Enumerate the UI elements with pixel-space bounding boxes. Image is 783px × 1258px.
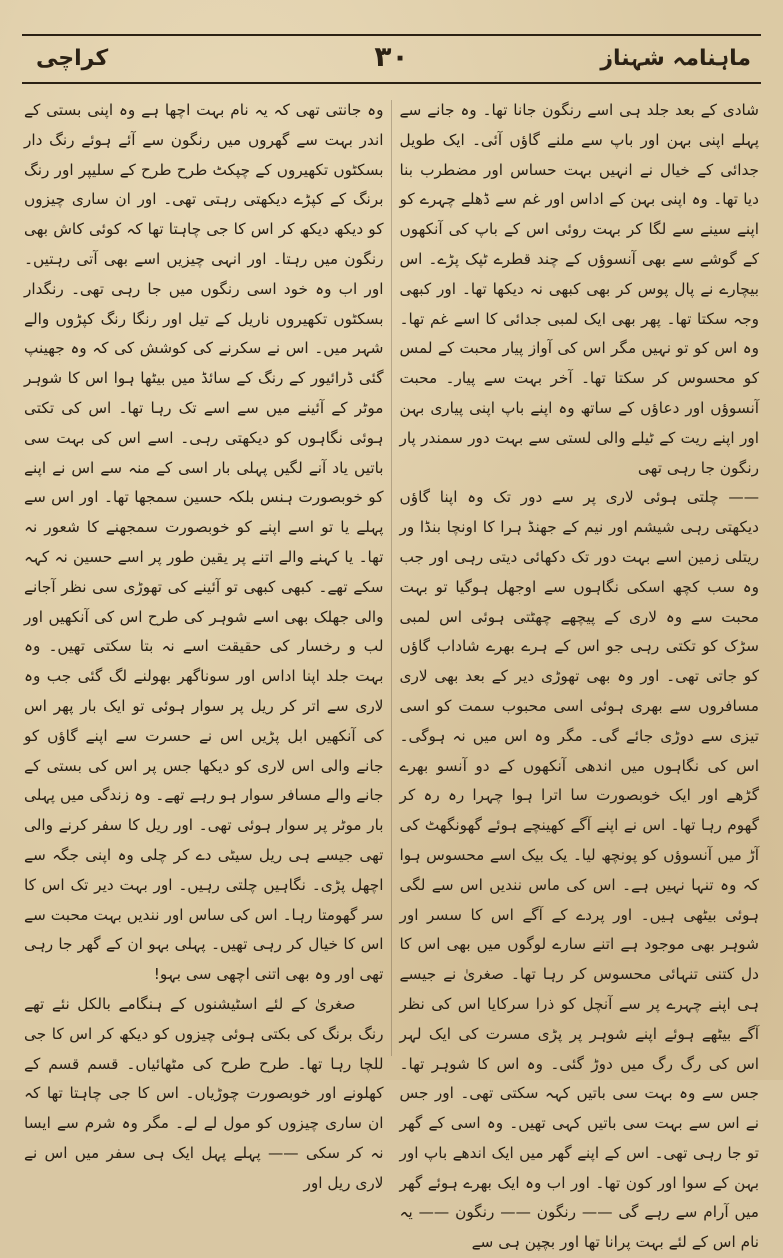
right-column-paragraph: شادی کے بعد جلد ہی اسے رنگون جانا تھا۔ وہ جانے سے پہلے اپنی بہن اور باپ سے ملنے گاؤں آئی۔ ایک طویل جدائی کے خیال نے انہیں بہت حساس اور مضطرب بنا دیا تھا۔ وہ اپنی بہن کے اداس اور غم سے ڈھلے چہرے کو اپنے سینے سے لگا کر بہت روئی اس کے باپ کی آنکھوں کے گوشے سے بھی آنسوؤں کے چند قطرے ٹپک پڑے۔ اس بیچارے نے پال پوس کر بھی کبھی نہ دیکھا تھا۔ اور کبھی وجہ سکتا تھا۔ پھر بھی ایک لمبی جدائی کا اسے غم تھا۔ وہ اس کو تو نہیں مگر اس کی آواز پیار محبت کے لمس کو محسوس کر سکتا تھا۔ آخر بہت سے پیار۔ محبت آنسوؤں اور دعاؤں کے ساتھ وہ اپنے باپ اپنی پیاری بہن اور اپنے ریت کے ٹیلے والی لستی سے بہت دور سمندر پار رنگون جا رہی تھی [399,101,759,477]
header-rule [22,82,761,84]
left-column [24,96,384,1192]
left-column-paragraph: صغریٰ کے لئے اسٹیشنوں کے ہنگامے بالکل نئے تھے رنگ برنگ کی بکتی ہوئی چیزوں کو دیکھ کر اس کا جی للچا رہا تھا۔ طرح طرح کی مٹھائیاں۔ قسم قسم کے کھلونے اور خوبصورت چوڑیاں۔ اس کا جی چاہتا تھا کہ ان ساری چیزوں کو مول لے لے۔ مگر وہ شرم سے ایسا نہ کر سکی —— پہلے پہل ایک ہی سفر میں اس نے لاری ریل اور [24,994,384,1192]
right-column-paragraph: —— چلتی ہوئی لاری پر سے دور تک وہ اپنا گاؤں دیکھتی رہی شیشم اور نیم کے جھنڈ ہرا کا اونچا بنڈا ور ریتلی زمین اسے بہت دور تک دکھائی دیتی رہی اور جب وہ سب کچھ اسکی نگاہوں سے اوجھل ہوگیا تو بہت محبت سے وہ لاری کے پیچھے چھٹتی ہوئی اس لمبی سڑک کو تکتی رہی جو اس کے ہرے بھرے شاداب گاؤں کو جاتی تھی۔ اور وہ بھی تھوڑی دیر کے بعد بھی لاری مسافروں سے بھری ہوئی اسی محبوب سمت کو اسی تیزی سے دوڑی جائے گی۔ مگر وہ اس میں نہ ہوگی۔ اس کی نگاہوں میں اندھی آنکھوں کے دو آنسو بھرے گڑھے اور ایک خوبصورت سا اترا ہوا چہرا رہ رہ کر گھوم رہا تھا۔ اس نے اپنے آگے کھینچے ہوئے گھونگھٹ کی آڑ میں آنسوؤں کو پونچھ لیا۔ یک بیک اسے محسوس ہوا کہ وہ تنہا نہیں ہے۔ اس کی ماس نندیں اس سے لگی ہوئی بیٹھی ہیں۔ اور پردے کے آگے اس کا سسر اور شوہر بھی موجود ہے اتنے سارے لوگوں میں بھی اس کا دل کتنی تنہائی محسوس کر رہا تھا۔ صغریٰ نے جیسے ہی اپنے چہرے پر سے آنچل کو ذرا سرکایا اس کی نظر آگے بیٹھے ہوئے اپنے شوہر پر پڑی مسرت کی ایک لہر اس کی رگ رگ میں دوڑ گئی۔ وہ اس کا شوہر تھا۔ جس سے وہ بہت سی باتیں کہہ سکتی تھی۔ اور جس نے اس سے بہت سی باتیں کہی تھیں۔ وہ اسی کے گھر تو جا رہی تھی۔ اس کے اپنے گھر میں ایک اندھے باپ اور بہن کے سوا اور کون تھا۔ اور اب وہ ایک بھرے ہوئے گھر میں آرام سے رہے گی —— رنگون —— رنگون —— یہ نام اس کے لئے بہت پرانا تھا اور بچپن ہی سے [399,488,759,1252]
city-name: کراچی [36,46,109,71]
page-number: ۳۰ [374,40,409,73]
right-column [399,96,760,1252]
magazine-name: ماہنامہ شہناز [600,46,751,71]
left-column-paragraph: وہ جانتی تھی کہ یہ نام بہت اچھا ہے وہ اپنی بستی کے اندر بہت سے گھروں میں رنگون سے آئے ہوئے رنگ دار بسکٹوں تکھیروں کے چپکٹ طرح طرح کے سلیپر اور رنگ برنگ کے کپڑے دیکھتی رہتی تھی۔ اور ان ساری چیزوں کو دیکھ دیکھ کر اس کا جی چاہتا تھا کہ کوئی کاش بھی رنگون میں رہتا۔ اور انہی چیزیں اسے بھی آتی رہتیں۔ اور اب وہ خود اسی رنگوں میں جا رہی تھی۔ رنگدار بسکٹوں تکھیروں ناریل کے تیل اور رنگا رنگ کپڑوں والے شہر میں۔ اس نے سکرنے کی کوشش کی کہ وہ جھینپ گئی ڈرائیور کے رنگ کے سائڈ میں بیٹھا ہوا اس کا شوہر موٹر کے آئینے میں سے اسے تک رہا تھا۔ اس کی تکتی ہوئی نگاہوں کو دیکھتی رہی۔ اسے اس کی بہت سی باتیں یاد آنے لگیں پہلی بار اسی کے منہ سے اس نے اپنے کو خوبصورت ہنس بلکہ حسین سمجھا تھا۔ اور اس سے پہلے یا تو اسے اپنے کو خوبصورت سمجھنے کا شعور نہ تھا۔ یا کہنے والے اتنے پر یقین طور پر اسے حسین نہ کہہ سکے تھے۔ کبھی کبھی تو آئینے کی تھوڑی سی نظر آجانے والی جھلک بھی اسے شوہر کی طرح اس کی آنکھیں اور لب و رخسار کی حقیقت اسے نہ بتا سکتی تھیں۔ وہ بہت جلد اپنا اداس اور سوناگھر بھولنے لگ گئی جب وہ لاری سے اتر کر ریل پر سوار ہوئی تو ایک بار پھر اس کی آنکھیں ابل پڑیں اس نے حسرت سے اپنے گاؤں کو جانے والی اس لاری کو دیکھا جس پر اس کی بستی کے جانے والے مسافر سوار ہو رہے تھے۔ وہ زندگی میں پہلی بار موٹر پر سوار ہوئی تھی۔ اور ریل کا سفر کرنے والی تھی جیسے ہی ریل سیٹی دے کر چلی وہ اپنی جگہ سے اچھل پڑی۔ نگاہیں چلتی رہیں۔ اور بہت دیر تک اس کا سر گھومتا رہا۔ اس کی ساس اور نندیں بہت محبت سے اس کا خیال کر رہی تھیں۔ پہلی بہو ان کے گھر جا رہی تھی اور وہ بھی اتنی اچھی سی بہو! [24,101,384,984]
text-columns [24,96,759,1252]
page-header [22,34,761,86]
